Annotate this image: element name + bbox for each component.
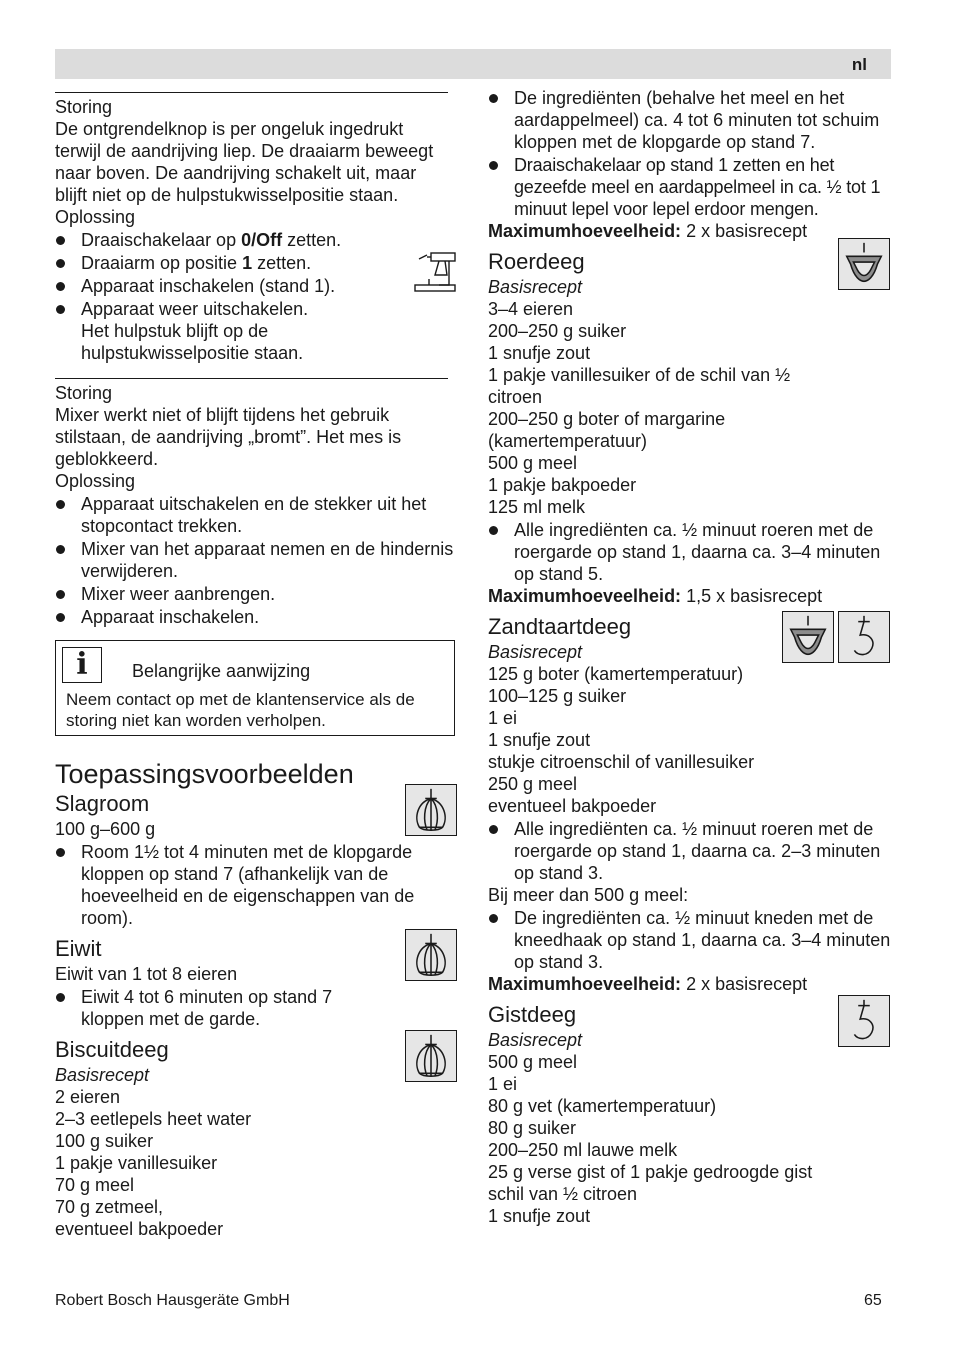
mixer-arm-icon xyxy=(409,249,459,295)
recipe-amount: Eiwit van 1 tot 8 eieren xyxy=(55,964,238,984)
ingredient: stukje citroenschil of vanillesuiker xyxy=(488,752,755,772)
ingredient: 200–250 ml lauwe melk xyxy=(488,1140,678,1160)
list-item: Apparaat inschakelen. xyxy=(55,606,455,628)
ingredient: 125 g boter (kamertemperatuur) xyxy=(488,664,744,684)
extra-condition: Bij meer dan 500 g meel: xyxy=(488,885,689,905)
list-item: Draaiarm op positie 1 zetten. xyxy=(55,252,455,274)
recipe-title: Roerdeeg xyxy=(488,249,585,274)
solution-title: Oplossing xyxy=(55,207,136,227)
solution-steps xyxy=(55,229,455,320)
recipe-biscuitdeeg xyxy=(55,1036,455,1240)
ingredient: 1 snufje zout xyxy=(488,730,591,750)
ingredient: 250 g meel xyxy=(488,774,578,794)
max-amount: Maximumhoeveelheid: 2 x basisrecept xyxy=(488,974,808,994)
ingredient: 1 ei xyxy=(488,708,518,728)
beater-icon xyxy=(838,238,890,290)
ingredient: 1 snufje zout xyxy=(488,343,591,363)
recipe-basis: Basisrecept xyxy=(488,277,583,297)
ingredient: 80 g suiker xyxy=(488,1118,577,1138)
divider xyxy=(55,378,448,379)
ingredient-list xyxy=(488,1051,892,1227)
list-item: Room 1½ tot 4 minuten met de klopgarde kloppen op stand 7 (afhankelijk van de hoeveelheid en de eigenschappen van de room). xyxy=(55,841,440,929)
ingredient: 1 pakje vanillesuiker of de schil van ½ citroen xyxy=(488,365,791,407)
ingredient: 3–4 eieren xyxy=(488,299,574,319)
whisk-icon xyxy=(405,929,457,981)
recipe-roerdeeg xyxy=(488,248,892,607)
list-item: Alle ingrediënten ca. ½ minuut roeren met de roergarde op stand 1, daarna ca. 2–3 minuten op stand 3. xyxy=(488,818,892,884)
recipe-title: Slagroom xyxy=(55,791,150,816)
list-item: Draaischakelaar op 0/Off zetten. xyxy=(55,229,455,251)
ingredient: 2 eieren xyxy=(55,1087,121,1107)
footer-company: Robert Bosch Hausgeräte GmbH xyxy=(55,1292,290,1309)
recipe-title: Biscuitdeeg xyxy=(55,1037,169,1062)
list-item: De ingrediënten (behalve het meel en het aardappelmeel) ca. 4 tot 6 minuten tot schuim kloppen met de klopgarde op stand 7. xyxy=(488,87,892,153)
whisk-icon xyxy=(405,1030,457,1082)
list-item: Eiwit 4 tot 6 minuten op stand 7 kloppen met de garde. xyxy=(55,986,385,1030)
solution-steps xyxy=(55,493,455,628)
ingredient: 70 g meel xyxy=(55,1175,135,1195)
dough-hook-icon xyxy=(838,995,890,1047)
ingredient: 25 g verse gist of 1 pakje gedroogde gist xyxy=(488,1162,813,1182)
right-column xyxy=(488,86,892,1227)
ingredient: 1 pakje vanillesuiker xyxy=(55,1153,218,1173)
max-amount: Maximumhoeveelheid: 1,5 x basisrecept xyxy=(488,586,823,606)
left-column xyxy=(55,92,455,1240)
language-code: nl xyxy=(851,55,867,74)
fault-title: Storing xyxy=(55,383,113,403)
solution-note: Het hulpstuk blijft op de hulpstukwisselpositie staan. xyxy=(81,321,304,363)
recipe-slagroom xyxy=(55,790,455,929)
ingredient: 100–125 g suiker xyxy=(488,686,627,706)
list-item: Apparaat uitschakelen en de stekker uit het stopcontact trekken. xyxy=(55,493,455,537)
ingredient: 125 ml melk xyxy=(488,497,586,517)
ingredient: 1 snufje zout xyxy=(488,1206,591,1226)
ingredient: eventueel bakpoeder xyxy=(55,1219,224,1239)
fault-title: Storing xyxy=(55,97,113,117)
divider xyxy=(55,92,448,93)
list-item: Draaischakelaar op stand 1 zetten en het gezeefde meel en aardappelmeel in ca. ½ tot 1 minuut lepel voor lepel erdoor mengen. xyxy=(488,154,892,220)
notice-body: Neem contact op met de klantenservice als de storing niet kan worden verholpen. xyxy=(66,690,415,730)
ingredient: 200–250 g boter of margarine (kamertemperatuur) xyxy=(488,409,726,451)
info-icon: i xyxy=(62,647,102,683)
ingredient: eventueel bakpoeder xyxy=(488,796,657,816)
solution-title: Oplossing xyxy=(55,471,136,491)
ingredient-list xyxy=(488,298,798,518)
recipe-basis: Basisrecept xyxy=(55,1065,150,1085)
ingredient: 80 g vet (kamertemperatuur) xyxy=(488,1096,717,1116)
recipe-title: Eiwit xyxy=(55,936,102,961)
recipe-gistdeeg xyxy=(488,1001,892,1227)
fault-text: Mixer werkt niet of blijft tijdens het gebruik stilstaan, de aandrijving „bromt”. Het mes is geblokkeerd. xyxy=(55,405,402,469)
ingredient: schil van ½ citroen xyxy=(488,1184,638,1204)
dough-hook-icon xyxy=(838,611,890,663)
list-item: De ingrediënten ca. ½ minuut kneden met de kneedhaak op stand 1, daarna ca. 3–4 minuten op stand 3. xyxy=(488,907,892,973)
recipe-eiwit xyxy=(55,935,455,1030)
recipe-title: Gistdeeg xyxy=(488,1002,577,1027)
language-bar xyxy=(55,49,891,79)
ingredient-list xyxy=(55,1086,455,1240)
beater-icon xyxy=(782,611,834,663)
notice-box xyxy=(55,640,455,736)
ingredient: 200–250 g suiker xyxy=(488,321,627,341)
ingredient: 2–3 eetlepels heet water xyxy=(55,1109,252,1129)
page-number: 65 xyxy=(864,1292,882,1309)
recipe-basis: Basisrecept xyxy=(488,1030,583,1050)
ingredient: 500 g meel xyxy=(488,453,578,473)
whisk-icon xyxy=(405,784,457,836)
ingredient: 1 pakje bakpoeder xyxy=(488,475,637,495)
recipe-title: Zandtaartdeeg xyxy=(488,614,632,639)
max-amount: Maximumhoeveelheid: 2 x basisrecept xyxy=(488,221,808,241)
ingredient: 70 g zetmeel, xyxy=(55,1197,164,1217)
fault-text: De ontgrendelknop is per ongeluk ingedrukt terwijl de aandrijving liep. De draaiarm beweegt naar boven. De aandrijving schakelt uit, maar blijft niet op de hulpstukwisselpositie staan. xyxy=(55,119,434,205)
ingredient: 1 ei xyxy=(488,1074,518,1094)
notice-title: Belangrijke aanwijzing xyxy=(132,661,311,681)
list-item: Mixer van het apparaat nemen en de hindernis verwijderen. xyxy=(55,538,455,582)
list-item: Apparaat inschakelen (stand 1). xyxy=(55,275,455,297)
list-item: Alle ingrediënten ca. ½ minuut roeren met de roergarde op stand 1, daarna ca. 3–4 minuten op stand 5. xyxy=(488,519,892,585)
list-item: Mixer weer aanbrengen. xyxy=(55,583,455,605)
recipe-amount: 100 g–600 g xyxy=(55,819,156,839)
ingredient: 500 g meel xyxy=(488,1052,578,1072)
page-title: Toepassingsvoorbeelden xyxy=(55,759,354,789)
list-item: Apparaat weer uitschakelen. xyxy=(55,298,455,320)
ingredient-list xyxy=(488,663,892,817)
recipe-zandtaartdeeg xyxy=(488,613,892,995)
recipe-basis: Basisrecept xyxy=(488,642,583,662)
ingredient: 100 g suiker xyxy=(55,1131,154,1151)
